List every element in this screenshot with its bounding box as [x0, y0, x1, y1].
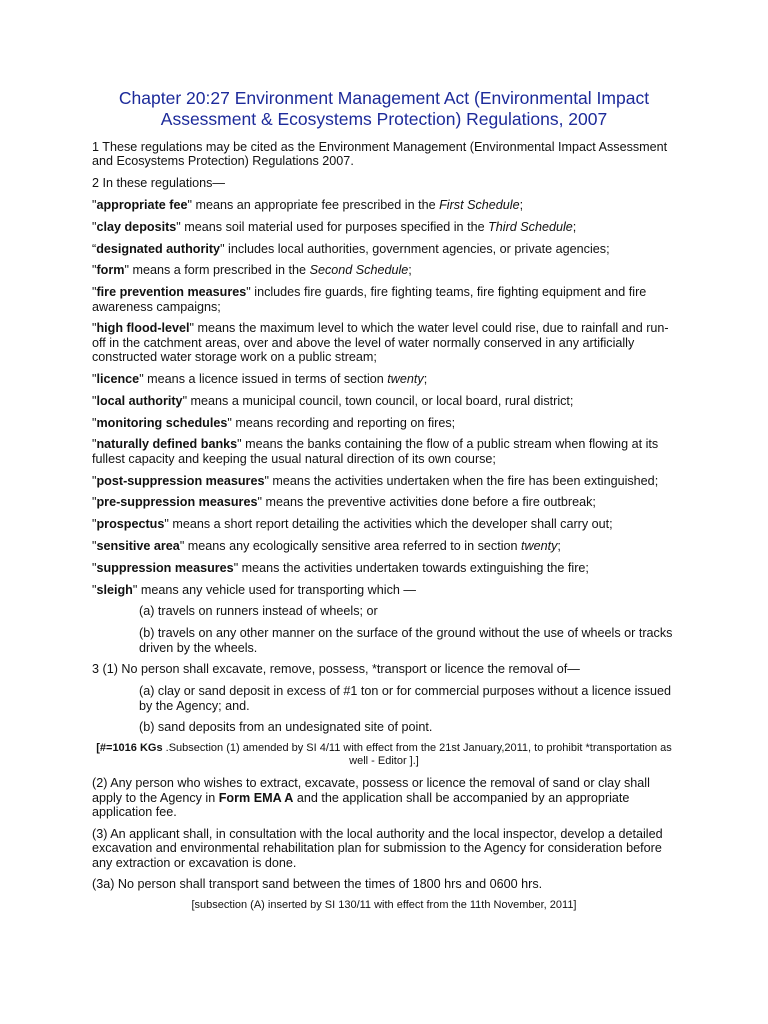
definition-high-flood-level: "high flood-level" means the maximum level to which the water level could rise, due to rainfall and run-off in the catchment areas, over and above the level of water normally conserved in any artificially constructed water storage work on a public stream; [92, 321, 669, 365]
section-3-3a: (3a) No person shall transport sand between the times of 1800 hrs and 0600 hrs. [92, 877, 543, 892]
definition-appropriate-fee: "appropriate fee" means an appropriate fee prescribed in the First Schedule; [92, 198, 524, 212]
title-line-2: Assessment & Ecosystems Protection) Regulations, 2007 [160, 109, 608, 129]
form-reference: Form EMA A [218, 790, 294, 805]
definition-pre-suppression-measures: "pre-suppression measures" means the preventive activities done before a fire outbreak; [92, 495, 596, 510]
document-title [92, 0, 676, 130]
section-2: 2 In these regulations— [92, 176, 226, 191]
definition-prospectus: "prospectus" means a short report detailing the activities which the developer shall carry out; [92, 517, 613, 532]
definition-licence: "licence" means a licence issued in terms of section twenty; [92, 372, 428, 386]
definition-term: designated authority [96, 241, 221, 256]
definition-post-suppression-measures: "post-suppression measures" means the activities undertaken when the fire has been extinguished; [92, 473, 659, 488]
editor-note-1: [#=1016 KGs .Subsection (1) amended by SI 4/11 with effect from the 21st January,2011, to prohibit *transportation as well - Editor ].] [96, 742, 672, 768]
definition-term: post-suppression measures [96, 473, 265, 488]
definition-term: monitoring schedules [96, 415, 228, 430]
definition-term: high flood-level [96, 321, 190, 336]
definition-suppression-measures: "suppression measures" means the activities undertaken towards extinguishing the fire; [92, 560, 589, 575]
definition-designated-authority: “designated authority" includes local authorities, government agencies, or private agencies; [92, 241, 610, 256]
definition-term: sleigh [96, 582, 133, 597]
definition-term: fire prevention measures [96, 285, 247, 300]
editor-note-2: [subsection (A) inserted by SI 130/11 with effect from the 11th November, 2011] [191, 899, 577, 912]
definition-term: prospectus [96, 517, 165, 532]
definition-term: appropriate fee [96, 198, 188, 212]
definition-sleigh: "sleigh" means any vehicle used for transporting which — [92, 582, 416, 597]
title-line-1: Chapter 20:27 Environment Management Act (Environmental Impact [118, 88, 650, 108]
definition-term: sensitive area [96, 538, 180, 553]
document-body [92, 140, 676, 912]
section-3-1-a: (a) clay or sand deposit in excess of #1 ton or for commercial purposes without a licence issued by the Agency; and. [139, 684, 671, 713]
sleigh-clause-b: (b) travels on any other manner on the surface of the ground without the use of wheels or tracks driven by the wheels. [139, 626, 673, 655]
definition-term: licence [96, 372, 140, 386]
definition-fire-prevention-measures: "fire prevention measures" includes fire guards, fire fighting teams, fire fighting equipment and fire awareness campaigns; [92, 285, 647, 314]
definition-clay-deposits: "clay deposits" means soil material used for purposes specified in the Third Schedule; [92, 219, 577, 234]
section-3-2: (2) Any person who wishes to extract, excavate, possess or licence the removal of sand or clay shall apply to the Agency in Form EMA A and the application shall be accompanied by an appropriate application fee. [92, 776, 650, 819]
definition-sensitive-area: "sensitive area" means any ecologically sensitive area referred to in section twenty; [92, 538, 561, 553]
definition-monitoring-schedules: "monitoring schedules" means recording and reporting on fires; [92, 415, 456, 430]
section-3-1: 3 (1) No person shall excavate, remove, possess, *transport or licence the removal of— [92, 662, 580, 677]
section-1: 1 These regulations may be cited as the Environment Management (Environmental Impact Assessment and Ecosystems Protection) Regulations 2007. [92, 140, 668, 169]
section-3-1-b: (b) sand deposits from an undesignated site of point. [139, 720, 433, 735]
section-3-3: (3) An applicant shall, in consultation with the local authority and the local inspector, develop a detailed excavation and environmental rehabilitation plan for submission to the Agency for consideration before any extraction or excavation is done. [92, 826, 663, 870]
sleigh-clause-a: (a) travels on runners instead of wheels; or [139, 604, 378, 619]
definition-term: naturally defined banks [96, 437, 238, 452]
definition-term: clay deposits [96, 219, 177, 234]
definition-term: suppression measures [96, 560, 234, 575]
definition-local-authority: "local authority" means a municipal council, town council, or local board, rural district; [92, 393, 574, 408]
definition-form: "form" means a form prescribed in the Second Schedule; [92, 263, 412, 278]
definition-naturally-defined-banks: "naturally defined banks" means the banks containing the flow of a public stream when flowing at its fullest capacity and keeping the usual natural direction of its own course; [92, 437, 659, 466]
definition-term: local authority [96, 393, 183, 408]
definition-term: pre-suppression measures [96, 495, 258, 510]
definition-term: form [96, 263, 125, 278]
